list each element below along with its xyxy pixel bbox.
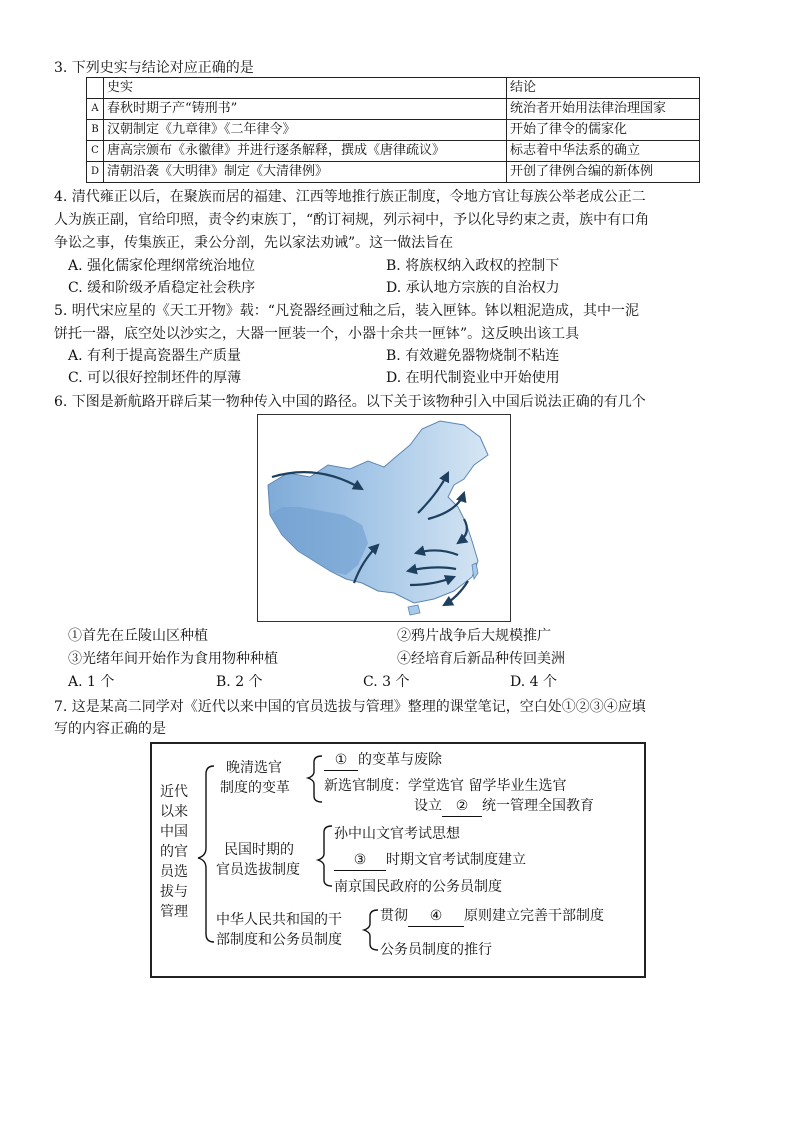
row-letter: D xyxy=(87,162,104,183)
b1-brace xyxy=(308,756,322,802)
q4-line-3: 争讼之事，传集族正，秉公分剖，先以家法劝诫”。这一做法旨在 xyxy=(54,235,454,251)
table-cell xyxy=(87,78,104,99)
row-conclusion: 开始了律令的儒家化 xyxy=(507,120,700,141)
notes-diagram xyxy=(150,742,646,978)
q5-option-d[interactable]: D. 在明代制瓷业中开始使用 xyxy=(386,370,560,386)
b1-title: 晚清选官 xyxy=(226,760,282,776)
table-header-event: 史实 xyxy=(104,78,507,99)
table-row xyxy=(87,120,700,141)
map-svg xyxy=(258,415,510,621)
b3-item-1-pre: 贯彻 xyxy=(380,908,408,924)
root-line: 以来 xyxy=(160,804,188,820)
q3-table xyxy=(86,77,700,183)
b2-item-2 xyxy=(334,850,526,871)
hainan-island xyxy=(408,605,420,615)
table-header-conclusion: 结论 xyxy=(507,78,700,99)
q5-option-a[interactable]: A. 有利于提高瓷器生产质量 xyxy=(68,348,242,364)
q6-option-a[interactable]: A. 1 个 xyxy=(68,674,115,690)
table-row xyxy=(87,141,700,162)
blank-1: ① xyxy=(324,750,358,771)
q4-option-c[interactable]: C. 缓和阶级矛盾稳定社会秩序 xyxy=(68,280,256,296)
table-row xyxy=(87,162,700,183)
b2-brace xyxy=(318,826,332,886)
q4-option-a[interactable]: A. 强化儒家伦理纲常统治地位 xyxy=(68,258,256,274)
root-line: 中国 xyxy=(160,824,188,840)
b3-item-1-text: 原则建立完善干部制度 xyxy=(464,908,604,924)
blank-4: ④ xyxy=(408,906,464,927)
q6-stem: 6. 下图是新航路开辟后某一物种传入中国的路径。以下关于该物种引入中国后说法正确的有几个 xyxy=(54,394,646,410)
root-line: 员选 xyxy=(160,864,188,880)
b1-item-1-text: 的变革与废除 xyxy=(358,752,442,768)
root-line: 拔与 xyxy=(160,884,188,900)
q6-statement-3: ③光绪年间开始作为食用物种种植 xyxy=(68,651,278,667)
b1-item-3-text: 统一管理全国教育 xyxy=(482,798,594,814)
q3-stem: 3. 下列史实与结论对应正确的是 xyxy=(54,60,254,76)
q6-statement-2: ②鸦片战争后大规模推广 xyxy=(397,628,551,644)
root-line: 近代 xyxy=(160,784,188,800)
blank-2: ② xyxy=(442,796,482,817)
blank-3: ③ xyxy=(334,850,386,871)
table-header-row xyxy=(87,78,700,99)
b1-title: 制度的变革 xyxy=(220,780,290,796)
b2-item-2-text: 时期文官考试制度建立 xyxy=(386,852,526,868)
row-event: 春秋时期子产“铸刑书” xyxy=(104,99,507,120)
b1-item-1 xyxy=(324,750,442,771)
q5-line-1: 5. 明代宋应星的《天工开物》载：“凡瓷器经画过釉之后，装入匣钵。钵以粗泥造成，其中一泥 xyxy=(54,303,639,319)
q6-option-d[interactable]: D. 4 个 xyxy=(510,674,557,690)
china-route-map xyxy=(257,414,511,622)
b3-title: 部制度和公务员制度 xyxy=(216,932,342,948)
q5-option-b[interactable]: B. 有效避免器物烧制不粘连 xyxy=(386,348,560,364)
root-line: 管理 xyxy=(160,904,188,920)
b1-item-2: 新选官制度：学堂选官 留学毕业生选官 xyxy=(324,778,567,794)
root-line: 的官 xyxy=(160,844,188,860)
row-letter: C xyxy=(87,141,104,162)
b3-title: 中华人民共和国的干 xyxy=(216,912,342,928)
q6-option-c[interactable]: C. 3 个 xyxy=(363,674,410,690)
row-event: 唐高宗颁布《永徽律》并进行逐条解释，撰成《唐律疏议》 xyxy=(104,141,507,162)
q6-option-b[interactable]: B. 2 个 xyxy=(216,674,263,690)
q7-line-1: 7. 这是某高二同学对《近代以来中国的官员选拔与管理》整理的课堂笔记，空白处①②③④应填 xyxy=(54,699,646,715)
q5-option-c[interactable]: C. 可以很好控制坯件的厚薄 xyxy=(68,370,242,386)
row-conclusion: 标志着中华法系的确立 xyxy=(507,141,700,162)
b3-item-2: 公务员制度的推行 xyxy=(380,942,492,958)
q5-line-2: 饼托一器，底空处以沙实之，大器一匣装一个，小器十余共一匣钵”。这反映出该工具 xyxy=(54,326,580,342)
row-conclusion: 开创了律例合编的新体例 xyxy=(507,162,700,183)
root-brace xyxy=(198,766,214,942)
q6-statement-1: ①首先在丘陵山区种植 xyxy=(68,628,208,644)
b2-title: 官员选拔制度 xyxy=(216,862,300,878)
q4-line-1: 4. 清代雍正以后，在聚族而居的福建、江西等地推行族正制度，令地方官让每族公举老成公正二 xyxy=(54,189,646,205)
q4-line-2: 人为族正副，官给印照，责令约束族丁，“酌订祠规，列示祠中，予以化导约束之责，族中有口角 xyxy=(54,212,650,228)
b3-item-1 xyxy=(380,906,604,927)
row-letter: B xyxy=(87,120,104,141)
b1-item-3-pre: 设立 xyxy=(414,798,442,814)
row-event: 清朝沿袭《大明律》制定《大清律例》 xyxy=(104,162,507,183)
q6-statement-4: ④经培育后新品种传回美洲 xyxy=(397,651,565,667)
b2-item-1: 孙中山文官考试思想 xyxy=(334,826,460,842)
b1-item-3 xyxy=(414,796,594,817)
b2-item-3: 南京国民政府的公务员制度 xyxy=(334,879,502,895)
row-letter: A xyxy=(87,99,104,120)
table-row xyxy=(87,99,700,120)
b2-title: 民国时期的 xyxy=(224,842,294,858)
b3-brace xyxy=(364,910,378,950)
q7-line-2: 写的内容正确的是 xyxy=(54,721,166,737)
row-conclusion: 统治者开始用法律治理国家 xyxy=(507,99,700,120)
q4-option-b[interactable]: B. 将族权纳入政权的控制下 xyxy=(386,258,560,274)
row-event: 汉朝制定《九章律》《二年律令》 xyxy=(104,120,507,141)
q4-option-d[interactable]: D. 承认地方宗族的自治权力 xyxy=(386,280,560,296)
taiwan-island xyxy=(472,563,478,579)
